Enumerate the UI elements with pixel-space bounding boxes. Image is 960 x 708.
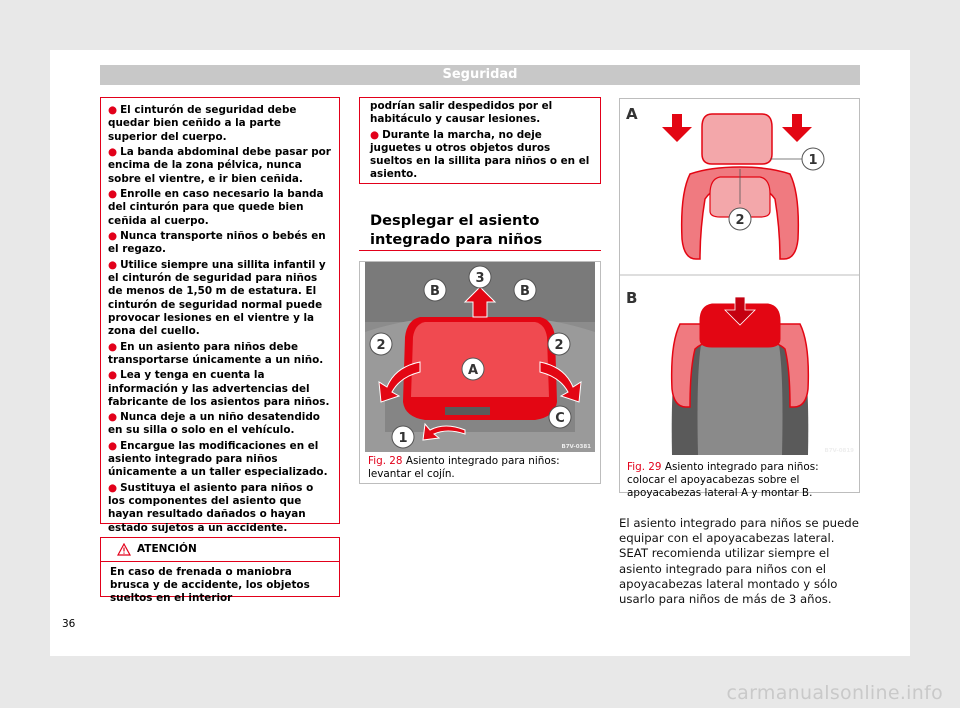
- warning-item: [108, 440, 333, 480]
- warning-text: Sustituya el asiento para niños o los componentes del asiento que hayan resultado dañados o hayan estado sujetos a un accidente.: [108, 481, 314, 534]
- callout-2: [729, 208, 751, 230]
- svg-text:2: 2: [376, 338, 386, 353]
- bullet-icon: ●: [108, 187, 118, 200]
- figure-29-caption: [627, 461, 855, 500]
- warning-item: [108, 259, 333, 339]
- watermark: carmanualsonline.info: [726, 682, 943, 704]
- attention-text: En caso de frenada o maniobra brusca y de accidente, los objetos sueltos en el interior: [110, 566, 310, 604]
- warning-continuation: podrían salir despedidos por el habitáculo y causar lesiones.: [370, 100, 553, 126]
- callout-1: [392, 426, 414, 448]
- svg-text:2: 2: [735, 213, 745, 228]
- caption-text: Asiento integrado para niños: colocar el apoyacabezas sobre el apoyacabezas lateral A y montar B.: [627, 461, 819, 499]
- headrest-illustration: [620, 99, 859, 455]
- svg-text:B: B: [520, 284, 530, 299]
- warning-item: [108, 411, 333, 438]
- warning-item: [108, 146, 333, 186]
- figure-code: B7V-0819: [824, 448, 854, 454]
- svg-text:1: 1: [808, 153, 818, 168]
- warning-item: [370, 129, 594, 182]
- attention-box: [100, 537, 340, 604]
- figure-code: B7V-0381: [561, 444, 591, 450]
- child-seat-illustration: [365, 262, 595, 452]
- bullet-icon: ●: [108, 411, 118, 424]
- warning-text: Lea y tenga en cuenta la información y las advertencias del fabricante de los asientos para niños.: [108, 369, 330, 408]
- figure-28-caption: [368, 455, 596, 481]
- callout-1: [802, 148, 824, 170]
- figure-label: Fig. 28: [368, 455, 403, 467]
- callout-b-left: [424, 279, 446, 301]
- callout-3: [469, 266, 491, 288]
- svg-text:1: 1: [398, 431, 408, 446]
- warning-text: La banda abdominal debe pasar por encima de la zona pélvica, nunca sobre el vientre, e ir bien ceñida.: [108, 145, 331, 185]
- warning-item: [108, 369, 333, 409]
- warning-triangle-icon: [117, 543, 131, 556]
- warning-item: [108, 188, 333, 228]
- bullet-icon: ●: [108, 104, 118, 116]
- bullet-icon: ●: [370, 128, 380, 141]
- bullet-icon: ●: [108, 369, 118, 382]
- warning-text: Nunca deje a un niño desatendido en su silla o solo en el vehículo.: [108, 411, 320, 437]
- warning-box-2: [359, 97, 601, 184]
- bullet-icon: ●: [108, 258, 118, 271]
- warning-text: Nunca transporte niños o bebés en el regazo.: [108, 229, 326, 256]
- page-number: 36: [62, 618, 76, 630]
- figure-29: [619, 98, 860, 499]
- page-header: Seguridad: [100, 65, 860, 85]
- warning-box-continued: [100, 97, 340, 534]
- bullet-icon: ●: [108, 229, 118, 242]
- callout-c: [549, 406, 571, 428]
- section-title: Desplegar el asiento integrado para niños: [370, 212, 543, 248]
- caption-text: Asiento integrado para niños: levantar el cojín.: [368, 455, 560, 480]
- panel-a-label: A: [626, 105, 638, 123]
- svg-text:3: 3: [475, 271, 485, 286]
- callout-2-right: [548, 333, 570, 355]
- figure-label: Fig. 29: [627, 461, 662, 473]
- section-rule: [359, 250, 601, 251]
- bullet-icon: ●: [108, 145, 118, 158]
- svg-text:2: 2: [554, 338, 564, 353]
- bullet-icon: ●: [108, 439, 118, 452]
- attention-title: ATENCIÓN: [137, 543, 197, 555]
- warning-item: [108, 230, 333, 257]
- warning-text: En un asiento para niños debe transportarse únicamente a un niño.: [108, 340, 324, 366]
- warning-item: [108, 482, 333, 535]
- callout-a: [462, 358, 484, 380]
- figure-28: [359, 261, 601, 484]
- svg-text:C: C: [555, 411, 565, 426]
- warning-text: Encargue las modificaciones en el asiento integrado para niños únicamente a un taller especializado.: [108, 439, 328, 479]
- bullet-icon: ●: [108, 481, 118, 494]
- panel-b-label: B: [626, 289, 638, 307]
- warning-text: Durante la marcha, no deje juguetes u otros objetos duros sueltos en la sillita para niños o en el asiento.: [370, 128, 590, 181]
- attention-header: [101, 538, 339, 562]
- callout-b-right: [514, 279, 536, 301]
- warning-item: [108, 341, 333, 368]
- svg-text:B: B: [430, 284, 440, 299]
- warning-text: Enrolle en caso necesario la banda del cinturón para que quede bien ceñida al cuerpo.: [108, 187, 324, 227]
- warning-text: Utilice siempre una sillita infantil y el cinturón de seguridad para niños de menos de 1,50 m de estatura. El cinturón de seguridad normal puede provocar lesiones en el vientre y la zona del cuello.: [108, 258, 326, 338]
- body-paragraph: El asiento integrado para niños se puede equipar con el apoyacabezas lateral. SEAT recomienda utilizar siempre el asiento integrado para niños con el apoyacabezas lateral montado y sólo usarlo para niños de más de 3 años.: [619, 516, 859, 607]
- warning-item: [108, 104, 333, 144]
- svg-text:A: A: [467, 363, 479, 378]
- callout-2-left: [370, 333, 392, 355]
- bullet-icon: ●: [108, 340, 118, 353]
- warning-text: El cinturón de seguridad debe quedar bien ceñido a la parte superior del cuerpo.: [108, 104, 297, 143]
